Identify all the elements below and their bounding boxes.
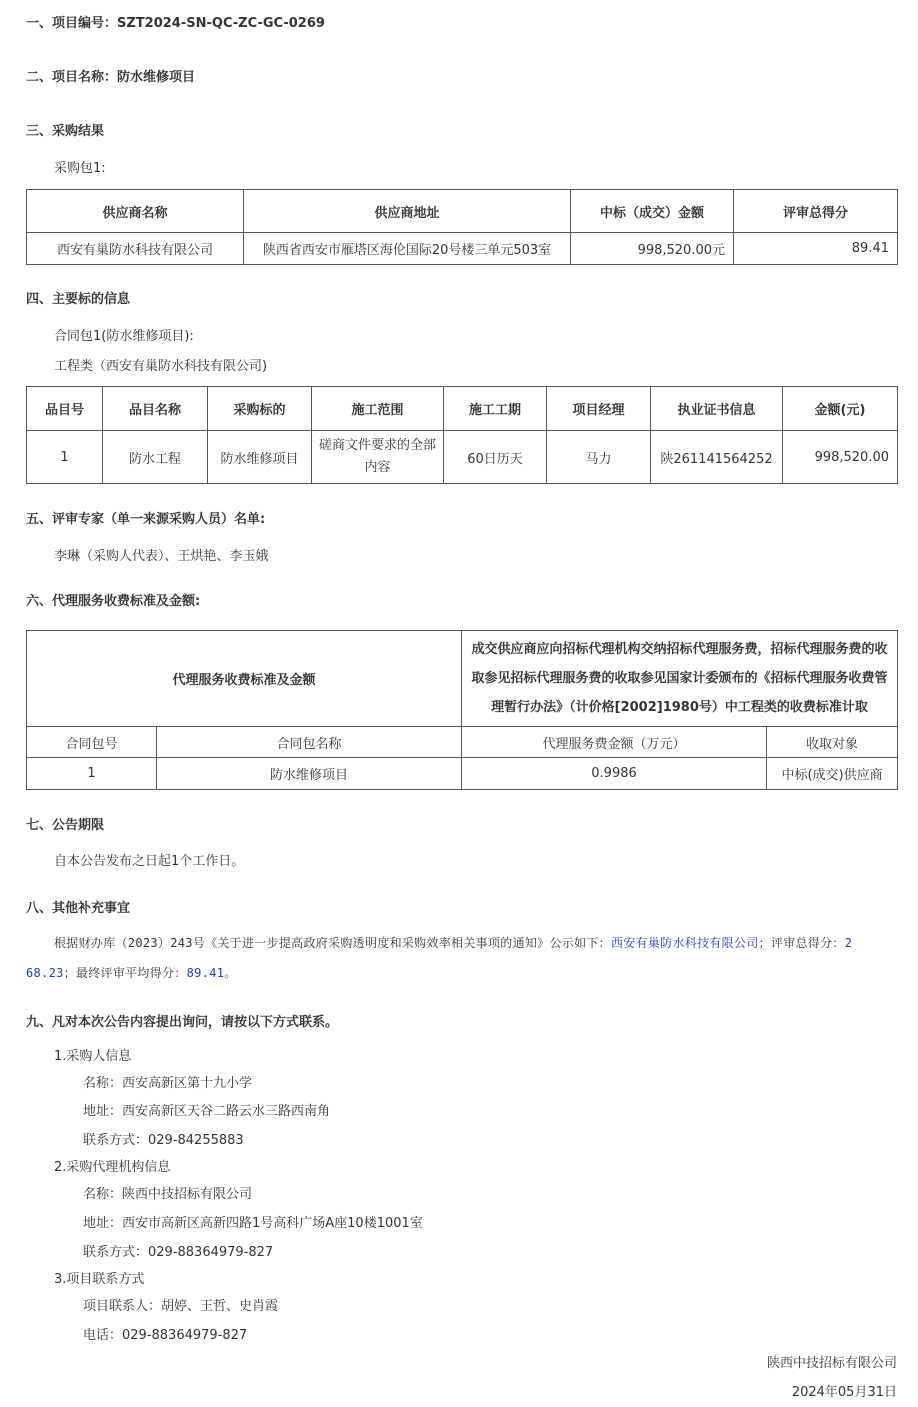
section-heading-supplement: 八、其他补充事宜: [26, 901, 131, 916]
section-project-number: [26, 12, 325, 31]
footer-organization: 陕西中技招标有限公司: [766, 1356, 897, 1371]
purchaser-info-label: 1.采购人信息: [54, 1049, 132, 1064]
header-payer: 收取对象: [767, 727, 898, 758]
contract-package-label: 合同包1(防水维修项目):: [54, 329, 194, 344]
cell-contract-name: 防水维修项目: [157, 758, 462, 790]
project-contacts: 项目联系人：胡婷、王哲、史肖霞: [83, 1299, 279, 1314]
cell-fee-amount: 0.9986: [462, 758, 767, 790]
section-heading-subject: 四、主要标的信息: [26, 292, 131, 307]
project-number: SZT2024-SN-QC-ZC-GC-0269: [117, 16, 325, 31]
supplement-text: ；评审总得分：: [758, 936, 845, 950]
cell-manager: 马力: [547, 431, 651, 484]
cell-supplier-name: 西安有巢防水科技有限公司: [27, 233, 244, 265]
project-phone: 电话：029-88364979-827: [83, 1328, 248, 1343]
project-contact-label: 3.项目联系方式: [54, 1272, 145, 1287]
total-score-value: 68.23: [26, 966, 64, 980]
package-label: 采购包1:: [54, 161, 106, 176]
cell-supplier-address: 陕西省西安市雁塔区海伦国际20号楼三单元503室: [244, 233, 571, 265]
cell-contract-no: 1: [27, 758, 157, 790]
section-heading: 二、项目名称：: [26, 70, 118, 85]
table-header-row: [27, 387, 898, 431]
category-label: 工程类（西安有巢防水科技有限公司): [54, 359, 268, 374]
header-item-no: 品目号: [27, 387, 103, 431]
supplement-line-2: [26, 964, 237, 981]
agency-phone: 联系方式：029-88364979-827: [83, 1245, 274, 1260]
supplement-line-1: [54, 934, 852, 951]
header-scope: 施工范围: [312, 387, 444, 431]
header-duration: 施工工期: [444, 387, 547, 431]
total-score-part: 2: [844, 936, 853, 950]
purchaser-phone: 联系方式：029-84255883: [83, 1133, 244, 1148]
section-heading-contact: 九、凡对本次公告内容提出询问，请按以下方式联系。: [26, 1015, 339, 1030]
fee-standard-description: 成交供应商应向招标代理机构交纳招标代理服务费，招标代理服务费的收取参见招标代理服务费的收取参见国家计委颁布的《招标代理服务收费管理暂行办法》（计价格[2002]1980号）中工程类的收费标准计取: [462, 631, 898, 727]
subject-table: [26, 386, 898, 484]
table-row: [27, 233, 898, 265]
purchaser-address: 地址：西安高新区天谷二路云水三路西南角: [83, 1104, 331, 1119]
agency-info-label: 2.采购代理机构信息: [54, 1160, 171, 1175]
cell-certificate: 陕261141564252: [651, 431, 783, 484]
cell-item-no: 1: [27, 431, 103, 484]
agency-name: 名称：陕西中技招标有限公司: [83, 1187, 253, 1202]
header-item-name: 品目名称: [103, 387, 208, 431]
agency-address: 地址：西安市高新区高新四路1号高科广场A座10楼1001室: [83, 1216, 423, 1231]
header-contract-name: 合同包名称: [157, 727, 462, 758]
cell-item-name: 防水工程: [103, 431, 208, 484]
cell-duration: 60日历天: [444, 431, 547, 484]
section-heading: 一、项目编号：: [26, 16, 118, 31]
supplier-name-highlight: 西安有巢防水科技有限公司: [610, 936, 759, 950]
section-heading-experts: 五、评审专家（单一来源采购人员）名单:: [26, 512, 266, 527]
header-supplier-address: 供应商地址: [244, 190, 571, 233]
cell-award-amount: 998,520.00元: [571, 233, 734, 265]
cell-payer: 中标(成交)供应商: [767, 758, 898, 790]
header-procurement-subject: 采购标的: [208, 387, 312, 431]
table-header-row: [27, 727, 898, 758]
header-manager: 项目经理: [547, 387, 651, 431]
header-fee-amount: 代理服务费金额（万元）: [462, 727, 767, 758]
header-total-score: 评审总得分: [734, 190, 898, 233]
table-row: [27, 758, 898, 790]
experts-list: 李琳（采购人代表）、王烘艳、李玉娥: [54, 549, 269, 564]
footer-date: 2024年05月31日: [791, 1385, 897, 1400]
supplement-text: 。: [224, 966, 237, 980]
section-project-name: [26, 66, 195, 85]
header-award-amount: 中标（成交）金额: [571, 190, 734, 233]
header-certificate: 执业证书信息: [651, 387, 783, 431]
header-contract-no: 合同包号: [27, 727, 157, 758]
cell-procurement-subject: 防水维修项目: [208, 431, 312, 484]
supplement-text: ；最终评审平均得分：: [63, 966, 187, 980]
fee-standard-row: [27, 631, 898, 727]
agency-fee-table: [26, 630, 898, 790]
table-row: [27, 431, 898, 484]
table-header-row: [27, 190, 898, 233]
project-name: 防水维修项目: [117, 70, 196, 85]
section-heading-period: 七、公告期限: [26, 818, 105, 833]
fee-standard-label: 代理服务收费标准及金额: [27, 631, 462, 727]
section-heading-agency-fee: 六、代理服务收费标准及金额:: [26, 594, 201, 609]
average-score-value: 89.41: [186, 966, 225, 980]
supplement-text: 根据财办库（2023）243号《关于进一步提高政府采购透明度和采购效率相关事项的通知》公示如下：: [54, 936, 611, 950]
section-heading-results: 三、采购结果: [26, 124, 105, 139]
cell-total-score: 89.41: [734, 233, 898, 265]
announcement-period: 自本公告发布之日起1个工作日。: [54, 854, 245, 869]
purchaser-name: 名称：西安高新区第十九小学: [83, 1076, 253, 1091]
cell-scope: 磋商文件要求的全部内容: [312, 431, 444, 484]
results-table: [26, 189, 898, 265]
header-supplier-name: 供应商名称: [27, 190, 244, 233]
cell-amount: 998,520.00: [783, 431, 898, 484]
header-amount: 金额(元): [783, 387, 898, 431]
